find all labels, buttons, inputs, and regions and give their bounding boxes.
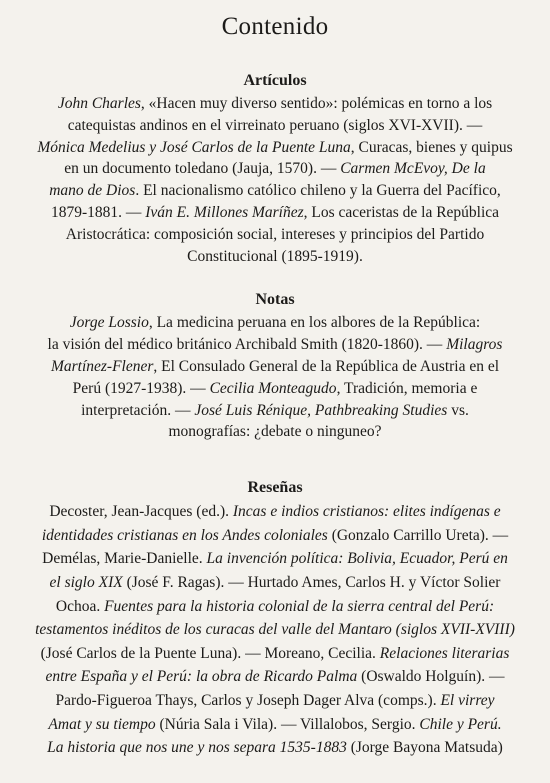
content-line — [47, 739, 503, 756]
content-line — [48, 336, 503, 353]
roman-text: Decoster, Jean-Jacques (ed.). — [49, 503, 233, 521]
roman-text: (Gonzalo Carrillo Ureta). — — [327, 526, 509, 544]
roman-text: , El Consulado General de la República de Austria en el — [153, 357, 500, 375]
content-line — [50, 574, 501, 591]
roman-text: (Núria Sala i Vila). — Villalobos, Sergio. — [155, 715, 420, 733]
italic-text: Amat y su tiempo — [48, 715, 156, 733]
roman-text: , La medicina peruana en los albores de la República: — [148, 314, 481, 332]
content-line — [45, 668, 504, 685]
roman-text: , Curacas, bienes y quipus — [350, 138, 513, 156]
italic-text: el siglo XIX — [49, 573, 123, 591]
content-line — [51, 204, 499, 221]
content-line — [37, 139, 512, 156]
italic-text: José Luis Rénique, Pathbreaking Studies — [194, 401, 448, 419]
content-line — [56, 598, 494, 615]
content-line — [68, 117, 483, 134]
section-body-resenas — [26, 500, 524, 760]
roman-text: , «Hacen muy diverso sentido»: polémicas en torno a los — [140, 95, 493, 112]
content-line — [66, 226, 484, 243]
roman-text: . El nacionalismo católico chileno y la Guerra del Pacífico, — [135, 182, 501, 200]
italic-text: Carmen McEvoy, De la — [340, 160, 486, 178]
page-title: Contenido — [221, 13, 329, 40]
roman-text: interpretación. — — [81, 401, 195, 419]
content-line — [35, 621, 515, 638]
italic-text: testamentos inéditos de los curacas del valle del Mantaro (siglos XVII-XVIII) — [35, 621, 515, 639]
italic-text: Cecilia Monteagudo — [209, 379, 337, 397]
roman-text: la visión del médico británico Archibald Smith (1820-1860). — — [47, 336, 447, 354]
italic-text: entre España y el Perú: la obra de Ricardo Palma — [45, 668, 358, 686]
roman-text: Ochoa. — [55, 597, 105, 615]
italic-text: El virrey — [440, 691, 495, 709]
section-heading-notas: Notas — [255, 291, 295, 309]
content-line — [70, 314, 481, 331]
roman-text: (José Carlos de la Puente Luna). — Moreano, Cecilia. — [40, 644, 380, 662]
italic-text: mano de Dios — [49, 182, 136, 200]
section-body-articulos — [26, 93, 524, 267]
section-resenas — [26, 478, 524, 760]
content-line — [73, 380, 478, 397]
roman-text: Demélas, Marie-Danielle. — [42, 550, 207, 568]
section-articulos — [26, 71, 524, 267]
roman-text: (Jorge Bayona Matsuda) — [346, 739, 503, 757]
roman-text: Aristocrática: composición social, intereses y principios del Partido — [65, 225, 485, 243]
roman-text: en un documento toledano (Jauja, 1570). — — [64, 160, 341, 178]
content-line — [81, 402, 469, 419]
content-line — [51, 358, 499, 375]
roman-text: (Oswaldo Holguín). — — [357, 668, 505, 686]
italic-text: identidades cristianas en los Andes coloniales — [41, 526, 328, 544]
roman-text: monografías: ¿debate o ninguneo? — [168, 423, 382, 441]
roman-text: Pardo-Figueroa Thays, Carlos y Joseph Dager Alva (comps.). — [55, 691, 441, 709]
italic-text: La invención política: Bolivia, Ecuador, Perú en — [206, 550, 508, 568]
content-line — [49, 182, 501, 199]
content-line — [42, 550, 508, 567]
roman-text: Perú (1927-1938). — — [72, 379, 210, 397]
italic-text: Incas e indios cristianos: elites indígenas e — [232, 503, 501, 521]
roman-text: , Los caceristas de la República — [303, 203, 500, 221]
italic-text: Chile y Perú. — [419, 715, 502, 733]
roman-text: catequistas andinos en el virreinato peruano (siglos XVI-XVII). — — [67, 116, 483, 134]
section-heading-resenas: Reseñas — [247, 479, 303, 497]
italic-text: Relaciones literarias — [379, 644, 510, 662]
italic-text: La historia que nos une y nos separa 1535-1883 — [47, 739, 347, 757]
roman-text: vs. — [447, 401, 469, 419]
content-line — [64, 160, 485, 177]
italic-text: Fuentes para la historia colonial de la sierra central del Perú: — [104, 597, 495, 615]
roman-text: , Tradición, memoria e — [336, 379, 478, 397]
content-line — [41, 645, 510, 662]
italic-text: Mónica Medelius y José Carlos de la Puente Luna — [37, 138, 351, 156]
content-line — [55, 692, 494, 709]
italic-text: Iván E. Millones Maríñez — [145, 203, 304, 221]
roman-text: Constitucional (1895-1919). — [187, 247, 363, 265]
content-line — [58, 95, 492, 112]
section-heading-articulos: Artículos — [243, 72, 307, 89]
section-body-notas — [26, 312, 524, 443]
italic-text: Martínez-Flener — [50, 357, 154, 375]
roman-text: 1879-1881. — — [50, 203, 146, 221]
italic-text: Jorge Lossio — [69, 314, 149, 332]
roman-text: (José F. Ragas). — Hurtado Ames, Carlos H. y Víctor Solier — [122, 573, 501, 591]
content-line — [42, 527, 508, 544]
content-line — [168, 423, 381, 440]
content-line — [187, 248, 363, 265]
italic-text: John Charles — [57, 95, 141, 112]
section-notas — [26, 290, 524, 443]
content-line — [48, 716, 501, 733]
content-line — [49, 503, 500, 520]
italic-text: Milagros — [446, 336, 503, 354]
